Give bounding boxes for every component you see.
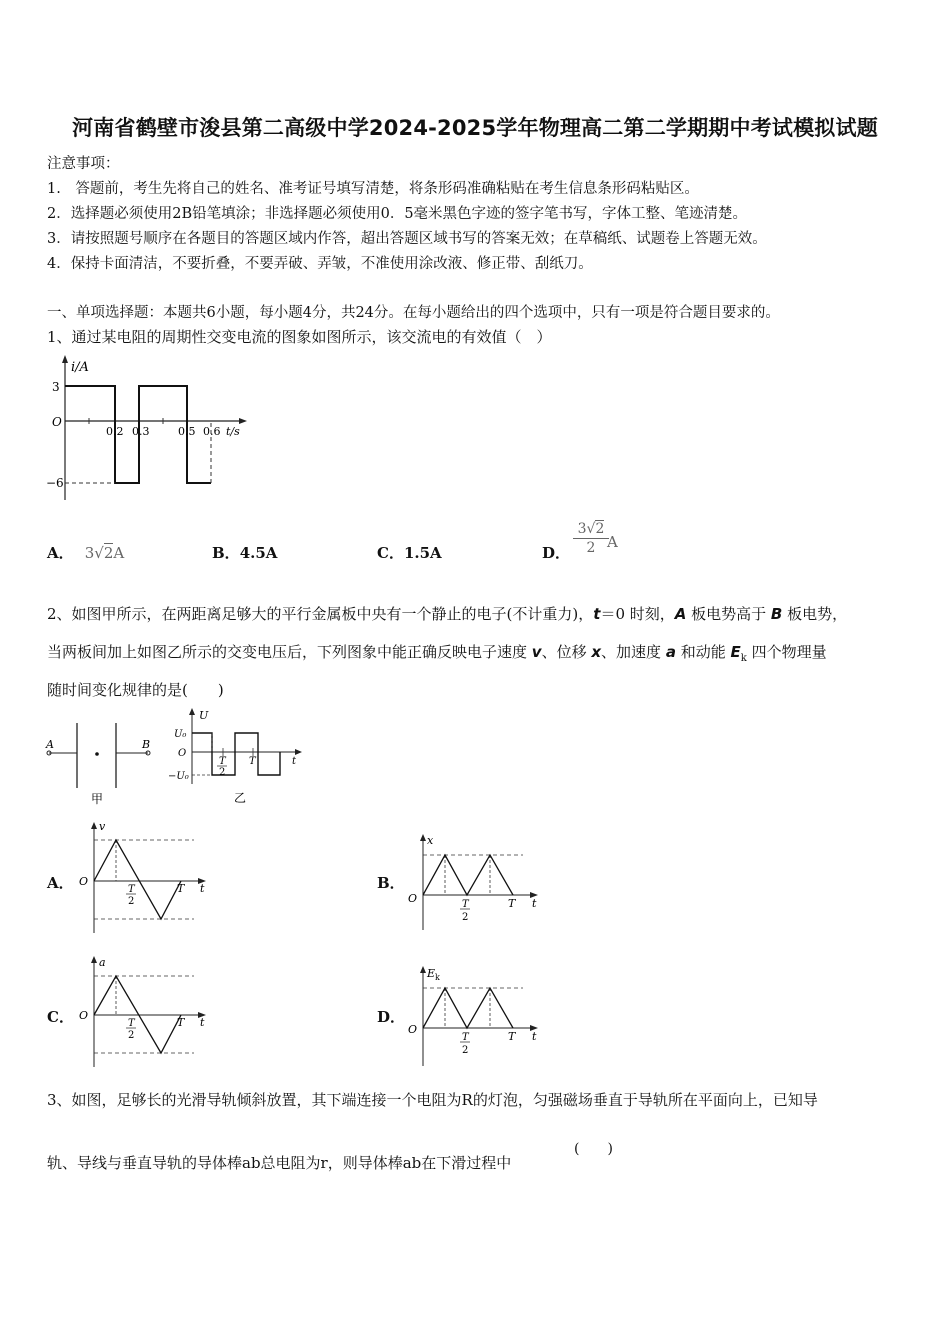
svg-text:O: O [79,1009,89,1022]
svg-text:t: t [292,756,297,767]
svg-text:t: t [200,882,205,895]
page-title: 河南省鹤壁市浚县第二高级中学2024-2025学年物理高二第二学期期中考试模拟试题 [72,116,878,140]
svg-text:2: 2 [219,767,226,778]
q1-xtick-02: 0.2 [106,425,124,438]
option-label: A． [47,544,74,562]
notice-item-2: 2．选择题必须使用2B铅笔填涂；非选择题必须使用0．5毫米黑色字迹的签字笔书写，字体工整、笔迹清楚。 [47,206,748,222]
question-2-line-3: 随时间变化规律的是( ) [47,681,224,699]
svg-text:t: t [532,897,537,910]
svg-text:k: k [435,973,440,982]
q1-current-graph [46,352,256,502]
notice-heading: 注意事项： [47,156,120,172]
q2-option-b-label[interactable]: B． [377,874,405,892]
section-heading: 一、单项选择题：本题共6小题，每小题4分，共24分。在每小题给出的四个选项中，只有一项是符合题目要求的。 [47,305,780,321]
q2-option-a-graph[interactable] [76,818,216,938]
svg-text:2: 2 [462,912,469,923]
question-1-stem: 1、通过某电阻的周期性交变电流的图象如图所示，该交流电的有效值（ ） [47,328,552,346]
x-curve [423,855,513,895]
svg-text:E: E [427,967,436,980]
q1-origin: O [52,415,62,429]
svg-text:T: T [128,884,135,895]
q2-option-c-label[interactable]: C． [47,1008,74,1026]
svg-text:O: O [408,1023,418,1036]
svg-text:T: T [462,899,469,910]
q1-option-b[interactable] [212,542,277,563]
q1-xtick-05: 0.5 [178,425,196,438]
svg-text:T: T [128,1018,135,1029]
q1-xtick-06: 0.6 [203,425,221,438]
question-2-line-1: 2、如图甲所示，在两距离足够大的平行金属板中央有一个静止的电子(不计重力)，t＝0 时刻，A 板电势高于 B 板电势， [47,605,848,623]
svg-text:x: x [427,834,434,847]
q1-xlabel: t/s [226,425,240,438]
q1-ytick-3: 3 [52,380,60,394]
svg-text:U₀: U₀ [174,729,187,740]
jia-caption: 甲 [91,792,104,806]
notice-item-3: 3．请按照题号顺序在各题目的答题区域内作答，超出答题区域书写的答案无效；在草稿纸、试题卷上答题无效。 [47,231,767,247]
svg-text:v: v [99,820,106,833]
question-3-line-1: 3、如图，足够长的光滑导轨倾斜放置，其下端连接一个电阻为R的灯泡，匀强磁场垂直于导轨所在平面向上，已知导 [47,1091,818,1109]
q1-ytick-neg6: −6 [46,476,64,490]
q2-option-d-label[interactable]: D． [377,1008,406,1026]
svg-text:O: O [408,892,418,905]
sqrt-coef: 3 [84,544,95,562]
svg-text:2: 2 [462,1045,469,1056]
notice-item-1: 1. 答题前，考生先将自己的姓名、准考证号填写清楚，将条形码准确粘贴在考生信息条形码粘贴区。 [47,181,699,197]
jia-label-b: B [142,738,151,751]
q2-option-c-graph[interactable] [76,952,216,1072]
svg-text:T: T [508,1030,516,1043]
q1-xtick-03: 0.3 [132,425,150,438]
q2-option-b-graph[interactable] [405,830,550,935]
option-label: C． [377,544,404,562]
svg-text:乙: 乙 [234,791,247,805]
q1-option-d-fraction: 3√2 2 [573,520,609,557]
electron-dot [95,752,99,756]
v-curve [94,840,181,919]
svg-text:a: a [99,956,106,969]
svg-text:T: T [249,756,256,767]
q1-option-c[interactable] [377,542,442,563]
svg-text:T: T [508,897,516,910]
svg-text:t: t [532,1030,537,1043]
jia-label-a: A [46,738,54,751]
q1-option-a[interactable] [47,542,124,563]
sqrt-radicand: 2 [103,544,114,562]
voltage-waveform [192,733,280,775]
svg-text:T: T [177,1016,185,1029]
svg-text:T: T [177,882,185,895]
unit: A [113,544,125,562]
question-2-line-2: 当两板间加上如图乙所示的交变电压后，下列图象中能正确反映电子速度 v、位移 x、加速度 a 和动能 $E_k$ 四个物理量 [47,643,827,664]
option-value: 4.5A [239,544,278,562]
q2-figure-jia [44,718,164,808]
option-label: B． [212,544,240,562]
q1-option-d[interactable] [542,542,570,563]
svg-text:2: 2 [128,896,135,907]
option-label: D． [542,544,571,562]
q2-figure-yi [168,706,308,810]
question-3-answer-paren: ( ) [574,1141,613,1157]
svg-text:t: t [200,1016,205,1029]
sqrt-sign: √ [94,544,104,562]
notice-item-4: 4．保持卡面清洁，不要折叠，不要弄破、弄皱，不准使用涂改液、修正带、刮纸刀。 [47,256,593,272]
q1-x-arrow [239,418,247,424]
question-3-line-2: 轨、导线与垂直导轨的导体棒ab总电阻为r，则导体棒ab在下滑过程中 [47,1154,512,1172]
svg-text:−U₀: −U₀ [168,771,189,782]
q2-option-a-label[interactable]: A． [47,874,74,892]
svg-text:O: O [79,875,89,888]
svg-text:2: 2 [128,1030,135,1041]
svg-text:U: U [199,709,209,722]
q2-option-d-graph[interactable] [405,962,550,1070]
svg-text:T: T [462,1032,469,1043]
svg-text:O: O [178,748,187,759]
svg-text:T: T [219,756,226,767]
ek-curve [423,988,513,1028]
q1-y-arrow [62,355,68,363]
q1-option-d-unit: A [607,533,618,551]
option-value: 1.5A [403,544,442,562]
q1-ylabel: i/A [71,360,89,375]
